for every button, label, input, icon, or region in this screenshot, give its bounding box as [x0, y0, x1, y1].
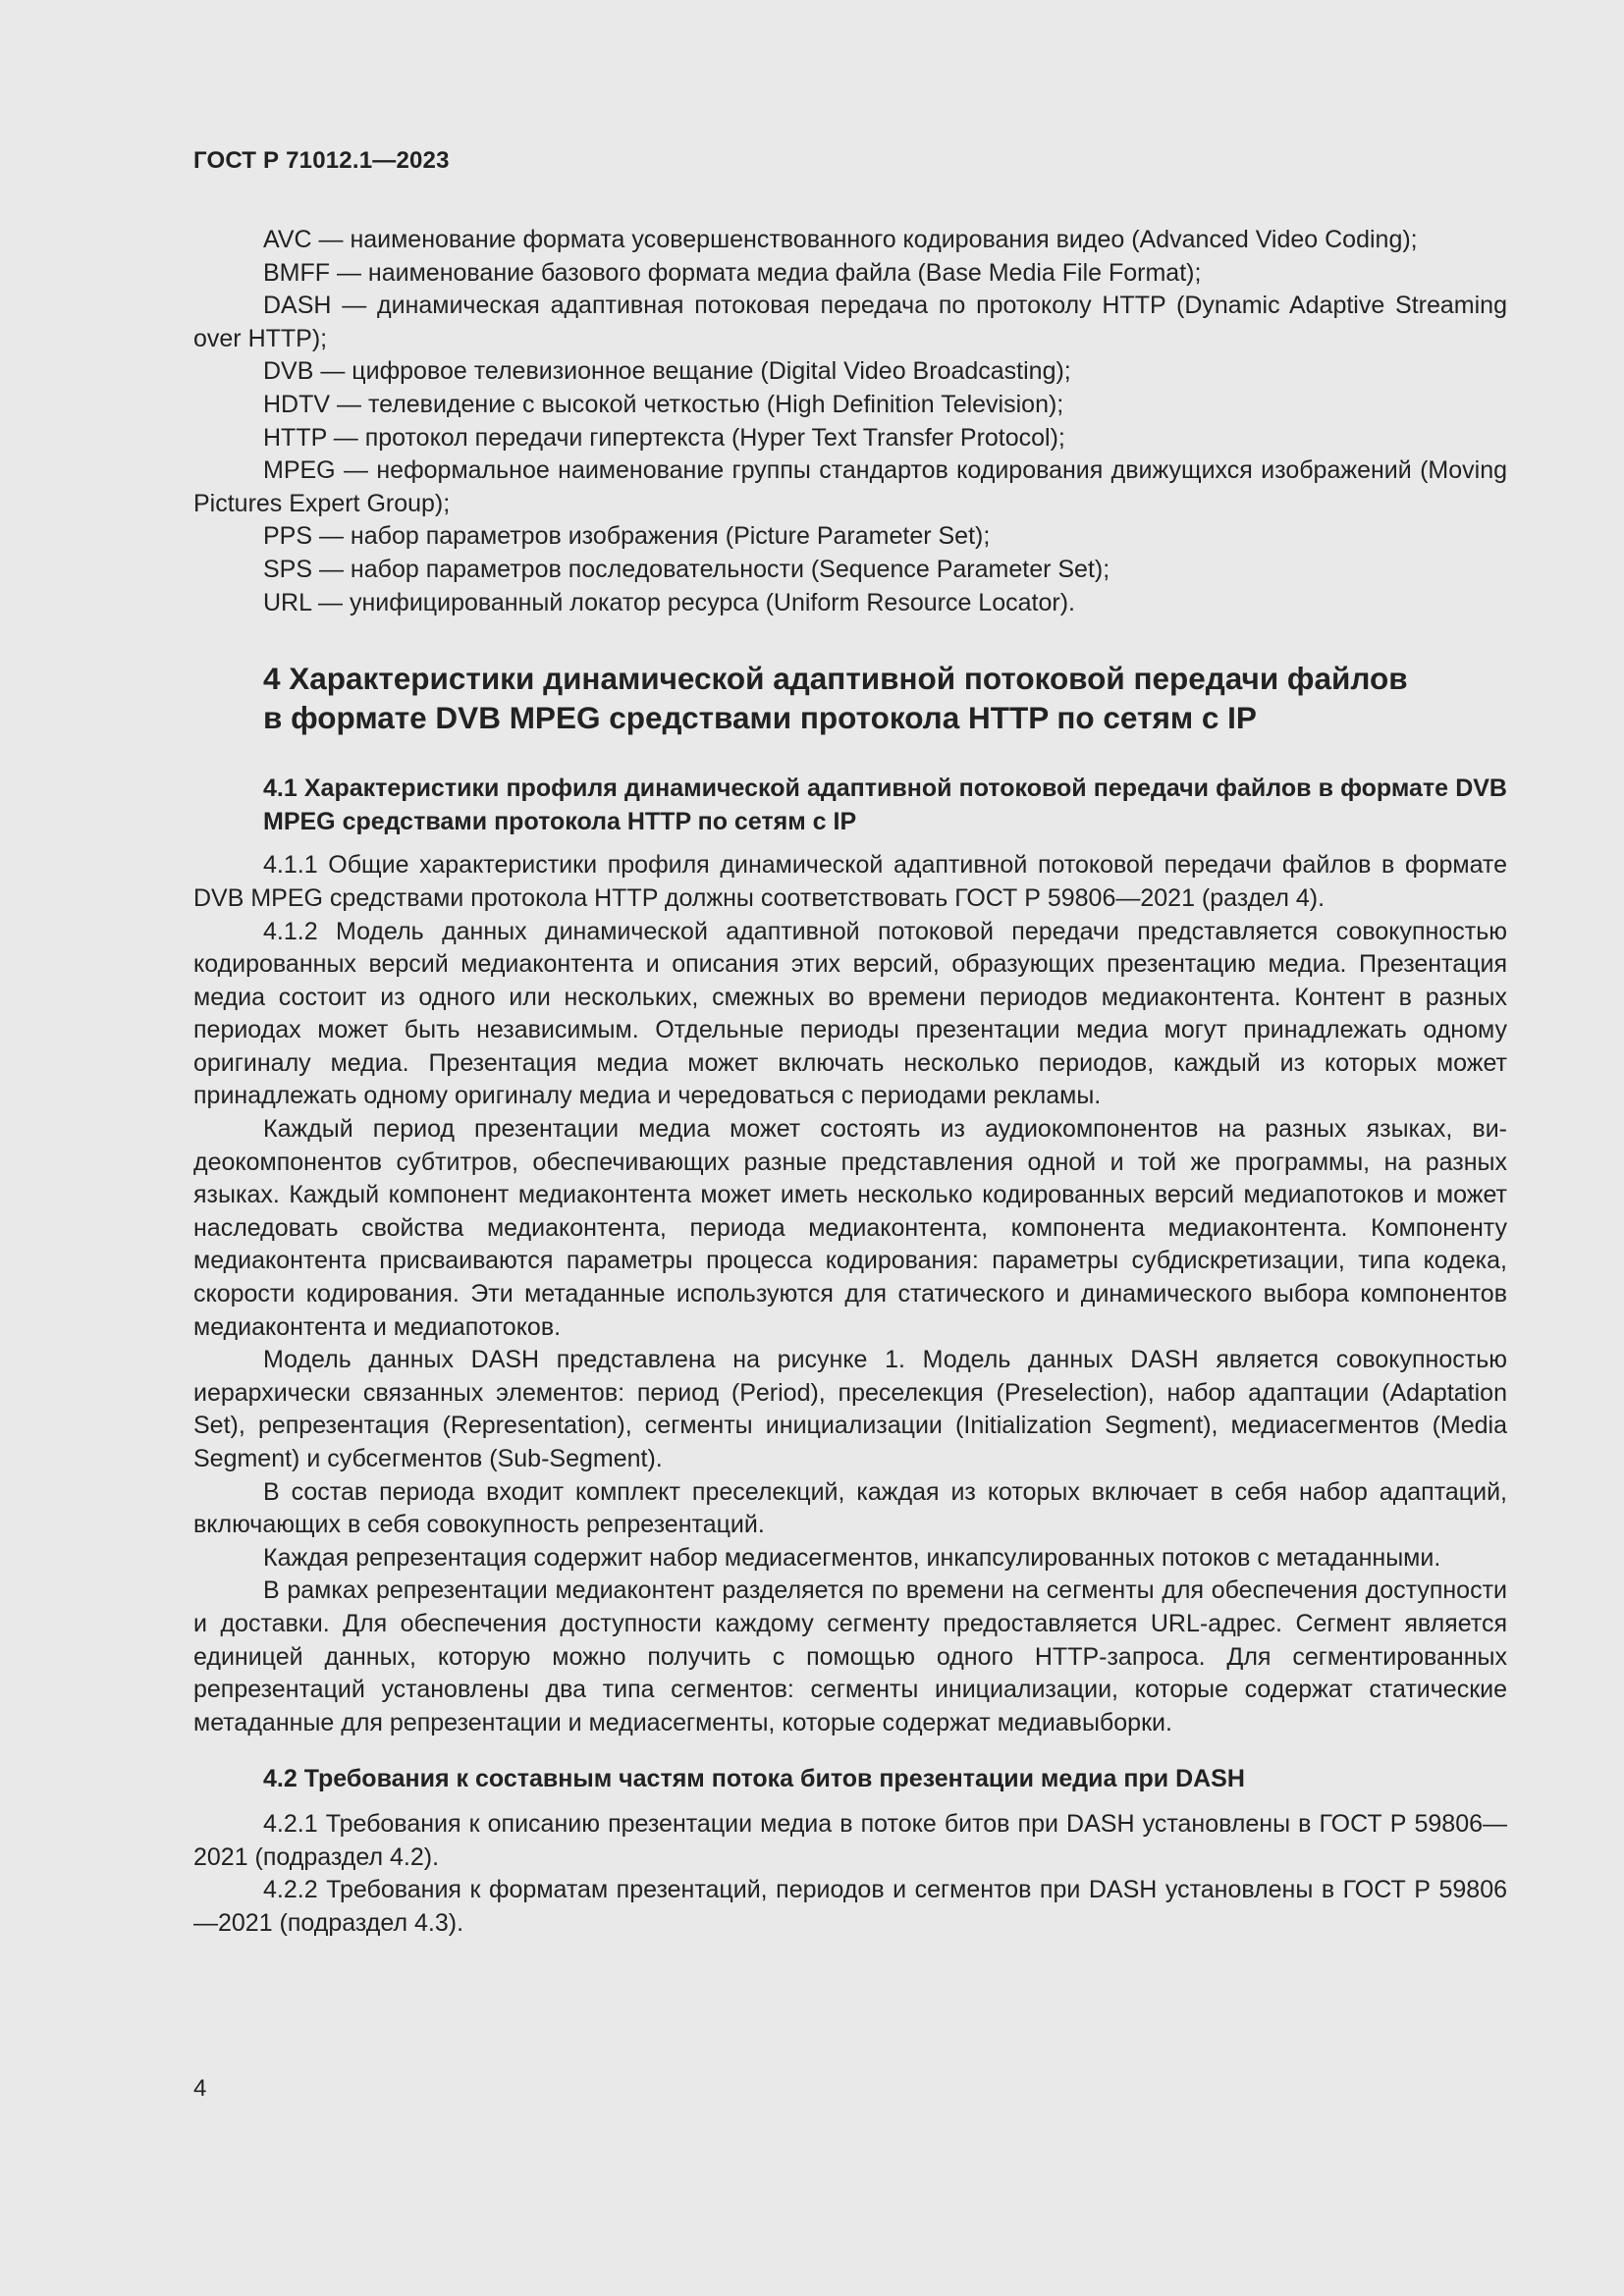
abbreviation-item: HDTV — телевидение с высокой четкостью (High Definition Television);: [263, 390, 1064, 418]
abbreviation-item: PPS — набор параметров изображения (Picture Parameter Set);: [263, 522, 991, 551]
abbreviation-item: BMFF — наименование базового формата медиа файла (Base Media File Format);: [263, 258, 1202, 287]
paragraph: 4.1.2 Модель данных динамической адаптивной потоковой передачи представляется совокупностью кодированных версий медиаконтента и описания этих версий, образующих презентацию медиа. Презентация медиа состоит из одного или нескольких, смежных во времени периодов медиаконтента. Контент в разных периодах может быть независимым. Отдельные периоды презентации медиа могут принадлежать одному оригиналу медиа. Презентация медиа может включать несколько периодов, каждый из которых может принадлежать одному оригиналу медиа и чередоваться с периодами рекламы.: [193, 917, 1507, 1110]
paragraph: В состав периода входит комплект преселекций, каждая из которых включает в себя набор адаптаций, включающих в себя совокупность репрезентаций.: [193, 1477, 1507, 1539]
page-number: 4: [193, 2075, 207, 2102]
paragraph: Каждый период презентации медиа может состоять из аудиокомпонентов на разных языках, видеокомпонентов субтитров, обеспечивающих разные представления одной и той же программы, на разных языках. Каждый компонент медиаконтента может иметь несколько кодированных версий медиапотоков и может наследовать свойства медиаконтента, периода медиаконтента, компонента медиаконтента. Компоненту медиаконтента присваиваются параметры процесса кодирования: параметры субдискретизации, типа кодека, скорости кодирования. Эти метаданные используются для статического и динамического выбора компонентов медиаконтента и медиапотоков.: [193, 1115, 1507, 1341]
abbreviation-item: DASH — динамическая адаптивная потоковая передача по протоколу HTTP (Dynamic Adaptive Streaming over HTTP);: [193, 292, 1507, 352]
document-body: [193, 224, 1507, 1940]
abbreviation-item: HTTP — протокол передачи гипертекста (Hyper Text Transfer Protocol);: [263, 423, 1065, 452]
abbreviation-item: MPEG — неформальное наименование группы стандартов кодирования движущихся изображений (Moving Pictures Expert Group);: [193, 456, 1507, 517]
section-4-heading-line2: в формате DVB MPEG средствами протокола HTTP по сетям с IP: [263, 700, 1257, 736]
abbreviation-item: URL — унифицированный локатор ресурса (Uniform Resource Locator).: [263, 588, 1075, 616]
paragraph: 4.1.1 Общие характеристики профиля динамической адаптивной потоковой передачи файлов в формате DVB MPEG средствами протокола HTTP должны соответствовать ГОСТ Р 59806—2021 (раздел 4).: [193, 851, 1507, 912]
section-4-2-body: [193, 1808, 1507, 1940]
section-4-1-heading: 4.1 Характеристики профиля динамической адаптивной потоковой передачи файлов в формате DVB MPEG средствами протокола HTTP по сетям с IP: [263, 774, 1507, 835]
abbreviation-item: SPS — набор параметров последовательности (Sequence Parameter Set);: [263, 555, 1110, 583]
section-4-heading: [263, 659, 1507, 737]
paragraph: В рамках репрезентации медиаконтент разделяется по времени на сегменты для обеспечения доступности и доставки. Для обеспечения доступности каждому сегменту предоставляется URL-адрес. Сегмент является единицей данных, которую можно получить с помощью одного HTTP-запроса. Для сегментированных репрезентаций установлены два типа сегментов: сегменты инициализации, которые содержат статические метаданные для репрезентации и медиасегменты, которые содержат медиавыборки.: [193, 1576, 1507, 1736]
paragraph: Каждая репрезентация содержит набор медиасегментов, инкапсулированных потоков с метаданными.: [263, 1543, 1441, 1572]
paragraph: Модель данных DASH представлена на рисунке 1. Модель данных DASH является совокупностью иерархически связанных элементов: период (Period), преселекция (Preselection), набор адаптации (Adaptation Set), репрезентация (Representation), сегменты инициализации (Initialization Segment), медиасегментов (Media Segment) и субсегментов (Sub-Segment).: [193, 1346, 1507, 1472]
abbreviation-item: AVC — наименование формата усовершенствованного кодирования видео (Advanced Video Coding);: [263, 226, 1418, 253]
paragraph: 4.2.2 Требования к форматам презентаций, периодов и сегментов при DASH установлены в ГОСТ Р 59806—2021 (подраздел 4.3).: [193, 1876, 1507, 1937]
paragraph: 4.2.1 Требования к описанию презентации медиа в потоке битов при DASH установлены в ГОСТ Р 59806—2021 (подраздел 4.2).: [193, 1809, 1507, 1871]
section-4-heading-line1: 4 Характеристики динамической адаптивной потоковой передачи файлов: [263, 661, 1408, 697]
document-header: ГОСТ Р 71012.1—2023: [193, 147, 450, 174]
abbreviations-list: [193, 224, 1507, 619]
abbreviation-item: DVB — цифровое телевизионное вещание (Digital Video Broadcasting);: [263, 357, 1071, 386]
section-4-2-heading: 4.2 Требования к составным частям потока битов презентации медиа при DASH: [263, 1765, 1245, 1793]
section-4-1-body: [193, 849, 1507, 1739]
